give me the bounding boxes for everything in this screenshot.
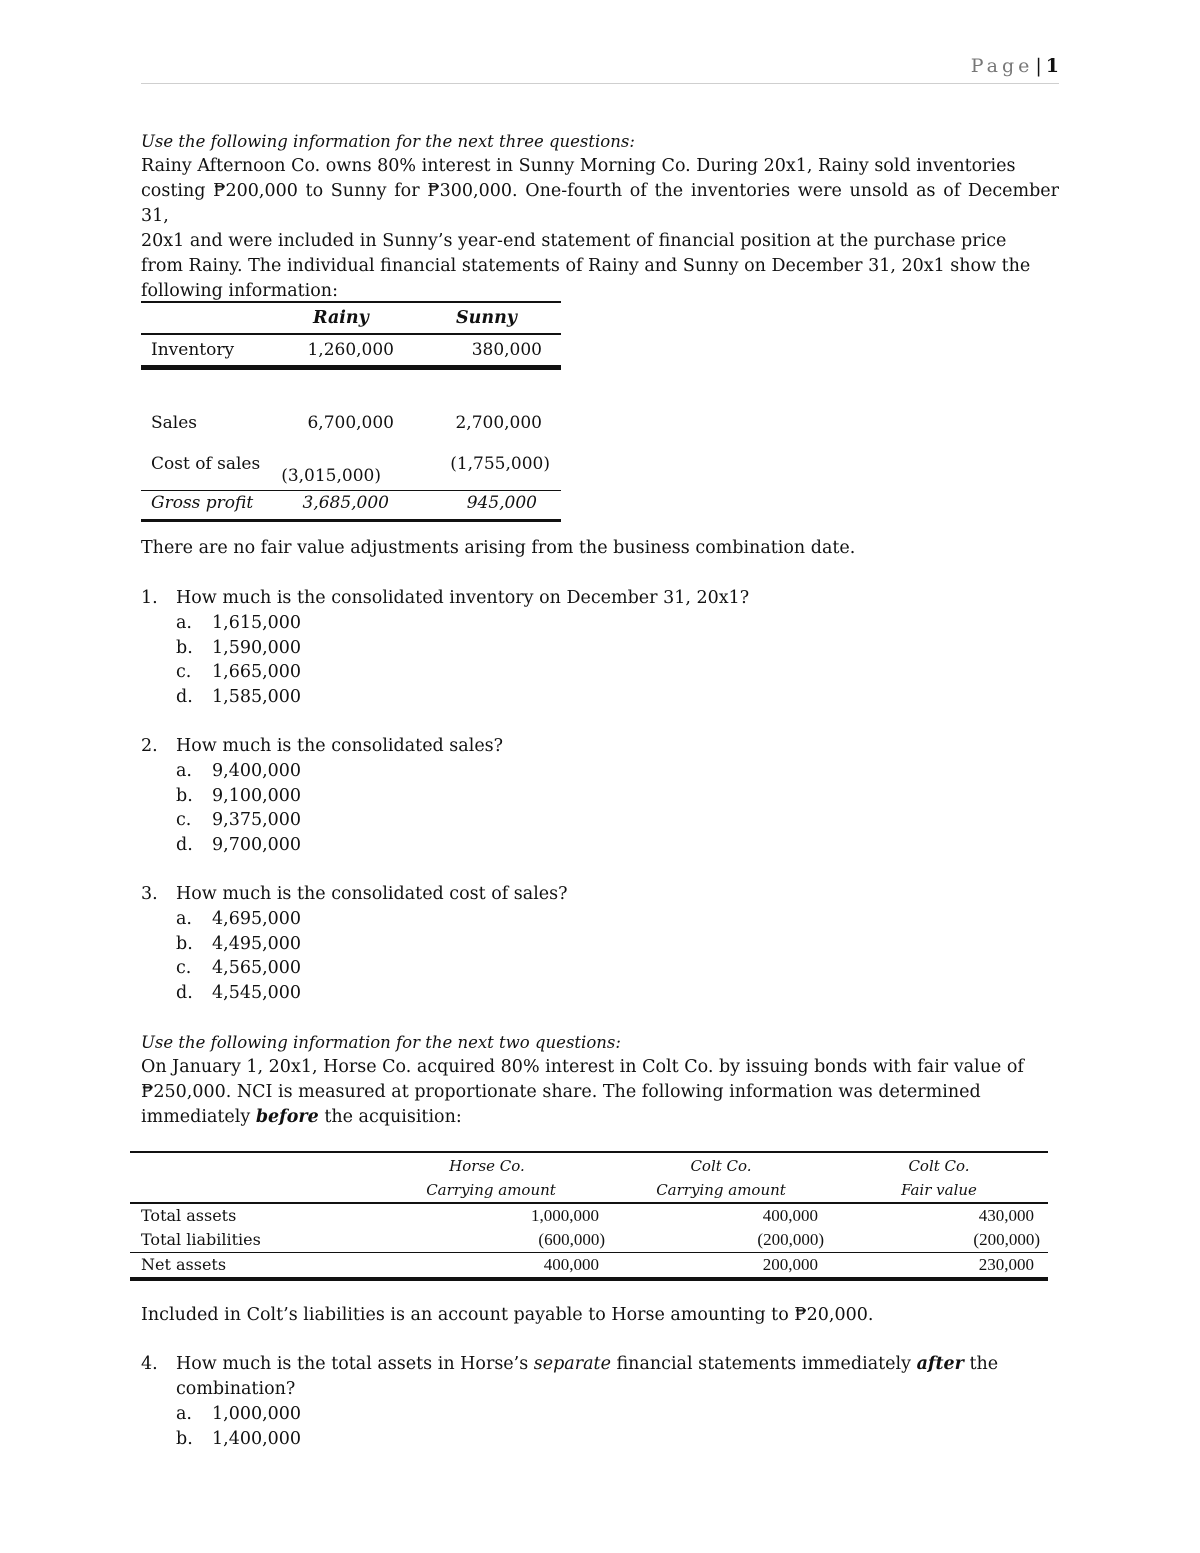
col-header-colt-fv: Colt Co. [908,1157,970,1175]
answer-option[interactable] [141,636,1059,661]
table-header-row [130,1151,1048,1202]
page-header [141,55,1059,84]
question-1 [141,586,1059,710]
question-text [176,1352,1059,1377]
option-letter: d. [176,983,193,1004]
cell-horse: 400,000 [543,1255,599,1274]
table-row [141,408,561,449]
cell-colt-fv: 230,000 [978,1255,1034,1274]
question-3 [141,882,1059,1006]
answer-option[interactable] [141,907,1059,932]
table-spacer [141,365,561,408]
option-value: 1,590,000 [212,637,302,658]
option-letter: c. [176,662,192,683]
note-accounts-payable: Included in Colt’s liabilities is an account payable to Horse amounting to ₱20,000. [141,1305,874,1325]
cell-horse: 1,000,000 [531,1206,599,1225]
row-label: Total liabilities [141,1230,261,1249]
cell-sunny: 380,000 [471,340,542,360]
section2-paragraph-line2: ₱250,000. NCI is measured at proportionate share. The following information was determined [141,1082,981,1102]
question-4 [141,1352,1059,1451]
cell-sunny: 945,000 [466,493,537,513]
text-span: financial statements immediately [610,1354,917,1374]
cell-colt-ca: (200,000) [757,1230,824,1249]
section1-paragraph-line5: following information: [141,281,338,301]
text-span: How much is the total assets in Horse’s [176,1354,534,1374]
answer-option[interactable] [141,956,1059,981]
question-number: 3. [141,884,158,904]
answer-option[interactable] [141,759,1059,784]
emphasis-before: before [255,1107,319,1127]
option-letter: b. [176,637,193,658]
option-letter: d. [176,835,193,856]
page-number [971,55,1059,77]
option-value: 9,100,000 [212,785,302,806]
section2-paragraph-line1: On January 1, 20x1, Horse Co. acquired 80% interest in Colt Co. by issuing bonds with fair value of [141,1057,1024,1077]
question-text-continued: combination? [176,1379,296,1399]
cell-rainy: 6,700,000 [307,413,394,433]
section1-intro-label: Use the following information for the next three questions: [141,132,635,151]
cell-colt-ca: 200,000 [762,1255,818,1274]
answer-option[interactable] [141,685,1059,710]
cell-rainy: (3,015,000) [281,466,381,486]
option-letter: a. [176,1404,192,1424]
cell-rainy: 3,685,000 [302,493,389,513]
table-row [141,490,561,522]
option-letter: c. [176,810,192,831]
col-header-rainy: Rainy [313,308,369,328]
option-value: 4,495,000 [212,933,302,954]
emphasis-after: after [916,1354,964,1374]
cell-colt-fv: 430,000 [978,1206,1034,1225]
col-header-horse: Horse Co. [449,1157,525,1175]
page-separator: | [1035,55,1042,77]
answer-option[interactable] [141,784,1059,809]
answer-option[interactable] [141,808,1059,833]
section2-intro [141,1030,1059,1130]
note-fair-value: There are no fair value adjustments arising from the business combination date. [141,538,856,558]
text-span: immediately [141,1107,256,1127]
option-value: 9,375,000 [212,810,302,831]
col-header-colt-fv-sub: Fair value [901,1181,977,1199]
answer-option[interactable] [141,611,1059,636]
table-row [130,1228,1048,1252]
row-label: Total assets [141,1206,237,1225]
option-letter: d. [176,687,193,708]
cell-colt-ca: 400,000 [762,1206,818,1225]
option-value: 1,400,000 [212,1428,302,1449]
table-row [130,1252,1048,1281]
section1-intro [141,129,1059,304]
acquisition-table [130,1151,1048,1281]
financials-table [141,301,561,522]
option-value: 1,000,000 [212,1404,302,1424]
option-value: 9,400,000 [212,761,302,781]
section1-paragraph-line1: Rainy Afternoon Co. owns 80% interest in Sunny Morning Co. During 20x1, Rainy sold inventories [141,156,1016,176]
option-letter: a. [176,761,192,781]
cell-sunny: 2,700,000 [455,413,542,433]
option-value: 1,615,000 [212,613,302,633]
cell-sunny: (1,755,000) [450,454,550,474]
option-value: 4,695,000 [212,909,302,929]
answer-option[interactable] [141,932,1059,957]
emphasis-separate: separate [533,1354,611,1374]
row-label: Inventory [151,340,235,360]
page-number-value: 1 [1045,55,1059,77]
cell-horse: (600,000) [538,1230,605,1249]
question-2 [141,734,1059,858]
section1-paragraph-line4: from Rainy. The individual financial statements of Rainy and Sunny on December 31, 20x1 show the [141,256,1031,276]
table-row [130,1202,1048,1228]
col-header-sunny: Sunny [456,308,517,328]
answer-option[interactable] [141,1402,1059,1427]
option-value: 4,545,000 [212,983,302,1004]
row-label: Gross profit [151,493,254,513]
answer-option[interactable] [141,981,1059,1006]
option-letter: b. [176,1428,193,1449]
option-letter: b. [176,785,193,806]
text-span: the [963,1354,999,1374]
question-number: 4. [141,1354,158,1374]
col-header-colt-ca: Colt Co. [690,1157,752,1175]
table-row [141,449,561,490]
row-label: Net assets [141,1255,227,1274]
option-value: 9,700,000 [212,835,302,856]
table-header-row [141,301,561,333]
option-letter: a. [176,909,192,929]
question-number: 1. [141,588,158,608]
answer-option[interactable] [141,833,1059,858]
section2-intro-label: Use the following information for the next two questions: [141,1033,621,1052]
page-label: Page [970,55,1034,77]
col-header-colt-ca-sub: Carrying amount [656,1181,786,1199]
option-letter: c. [176,958,192,979]
answer-option[interactable] [141,660,1059,685]
row-label: Sales [151,413,198,433]
option-letter: a. [176,613,192,633]
option-value: 4,565,000 [212,958,302,979]
text-span: the acquisition: [318,1107,462,1127]
option-value: 1,665,000 [212,662,302,683]
row-label: Cost of sales [151,454,261,474]
question-text: How much is the consolidated cost of sales? [176,884,568,904]
question-number: 2. [141,736,158,756]
section2-paragraph-line3 [141,1105,1059,1130]
section1-paragraph-line2: costing ₱200,000 to Sunny for ₱300,000. One-fourth of the inventories were unsold as of December 31, [141,181,1059,226]
section1-paragraph-line3: 20x1 and were included in Sunny’s year-end statement of financial position at the purchase price [141,231,1007,251]
col-header-horse-sub: Carrying amount [426,1181,556,1199]
table-row [141,333,561,365]
cell-rainy: 1,260,000 [307,340,394,360]
question-text: How much is the consolidated inventory on December 31, 20x1? [176,588,750,608]
question-text: How much is the consolidated sales? [176,736,504,756]
option-letter: b. [176,933,193,954]
option-value: 1,585,000 [212,687,302,708]
cell-colt-fv: (200,000) [973,1230,1040,1249]
answer-option[interactable] [141,1427,1059,1452]
